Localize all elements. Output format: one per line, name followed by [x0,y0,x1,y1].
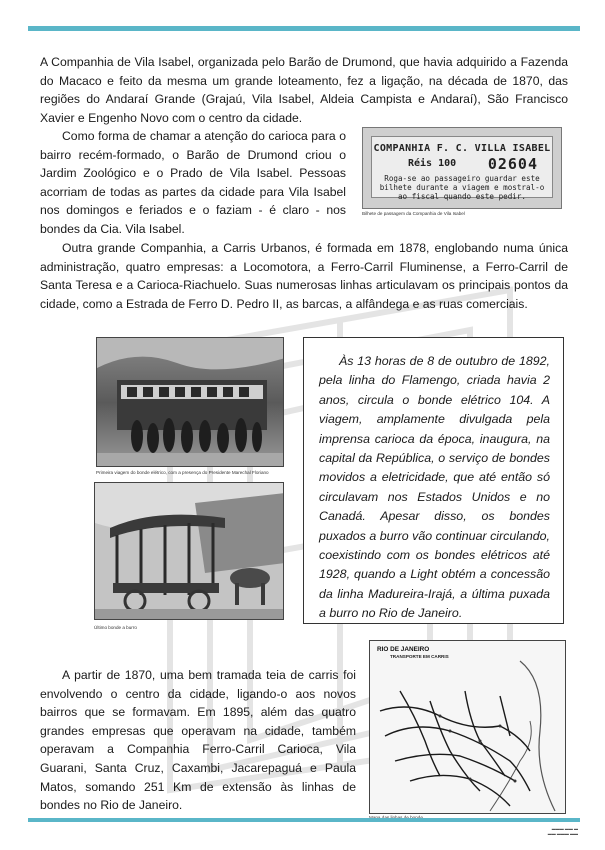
tram-ticket-image [362,127,562,209]
last-mule-tram-caption: Último bonde a burro [94,625,137,630]
bottom-accent-rule [28,818,580,822]
paragraph-carris-urbanos: Outra grande Companhia, a Carris Urbanos, é formada em 1878, englobando numa única administração, quatro empresas: a Locomotora, a Ferro-Carril Fluminense, a Ferro-Carril de Santa Teresa e a Carioca-Riachuelo. Suas numerosas linhas articulavam os principais pontos da cidade, como a Estrada de Ferro D. Pedro II, as barcas, a alfândega e as ruas comerciais. [40,241,568,311]
ticket-title: COMPANHIA F. C. VILLA ISABEL [373,143,551,154]
highlight-quote-text: Às 13 horas de 8 de outubro de 1892, pela linha do Flamengo, criada havia 2 anos, circula o bonde elétrico 104. A viagem, amplamente divulgada pela imprensa carioca da época, inaugura, na capital da República, o serviço de bondes movidos a eletricidade, que até então só circulavam nos Estados Unidos e no Canadá. Apesar disso, os bondes puxados a burro vão continuar circulando, coexistindo com os bondes elétricos até 1928, quando a Light obtém a concessão da linha Madureira-Irajá, a última puxada a burro no Rio de Janeiro. [319,354,550,621]
top-accent-rule [28,26,580,31]
last-mule-tram-photo [94,482,284,620]
page-code-mark: ▬▬▬ ▬▬ ▬ ▬▬ ▬▬▬ ▬▬ [547,826,578,836]
paragraph-barao-drumond: Como forma de chamar a atenção do carioca para o bairro recém-formado, o Barão de Drumond criou o Jardim Zoológico e o Prado de Vila Isabel. Pessoas acorriam de todas as partes da cidade para Vila Isabel nos domingos e feriados e o faziam - é claro - nos bondes da Cia. Vila Isabel. [40,129,346,236]
tram-lines-map [369,640,566,814]
paragraph-vila-isabel: A Companhia de Vila Isabel, organizada pelo Barão de Drumond, que havia adquirido a Fazenda do Macaco e feito da mesma um grande loteamento, fez a ligação, na década de 1870, das regiões do Andaraí Grande (Grajaú, Vila Isabel, Aldeia Campista e Andaraí), São Francisco Xavier e Engenho Novo com o centro da cidade. [40,55,568,125]
first-electric-tram-photo [96,337,284,467]
ticket-caption: Bilhete de passagem da Companhia de Vila Isabel [362,211,465,216]
ticket-price: Réis 100 [408,158,457,169]
ticket-serial: 02604 [487,155,538,173]
map-subtitle: TRANSPORTE EM CARRIS [390,654,449,659]
ticket-text: Roga-se ao passageiro guardar este bilhete durante a viagem e mostral-o ao fiscal quando este pedir. [379,174,545,201]
first-electric-tram-caption: Primeira viagem do bonde elétrico, com a presença do Presidente Marechal Floriano [96,470,269,475]
paragraph-teia-de-carris: A partir de 1870, uma bem tramada teia de carris foi envolvendo o centro da cidade, ligando-o aos novos bairros que se formavam. Em 1895, além das quatro grandes empresas que operavam na cidade, também operavam a Companhia Ferro-Carril Carioca, Vila Guarani, Santa Cruz, Caxambi, Jacarepaguá e Paula Matos, somando 251 Km de extensão às linhas de bondes no Rio de Janeiro. [40,668,356,813]
map-title: RIO DE JANEIRO [377,646,430,653]
electric-tram-highlight-box [303,337,564,624]
